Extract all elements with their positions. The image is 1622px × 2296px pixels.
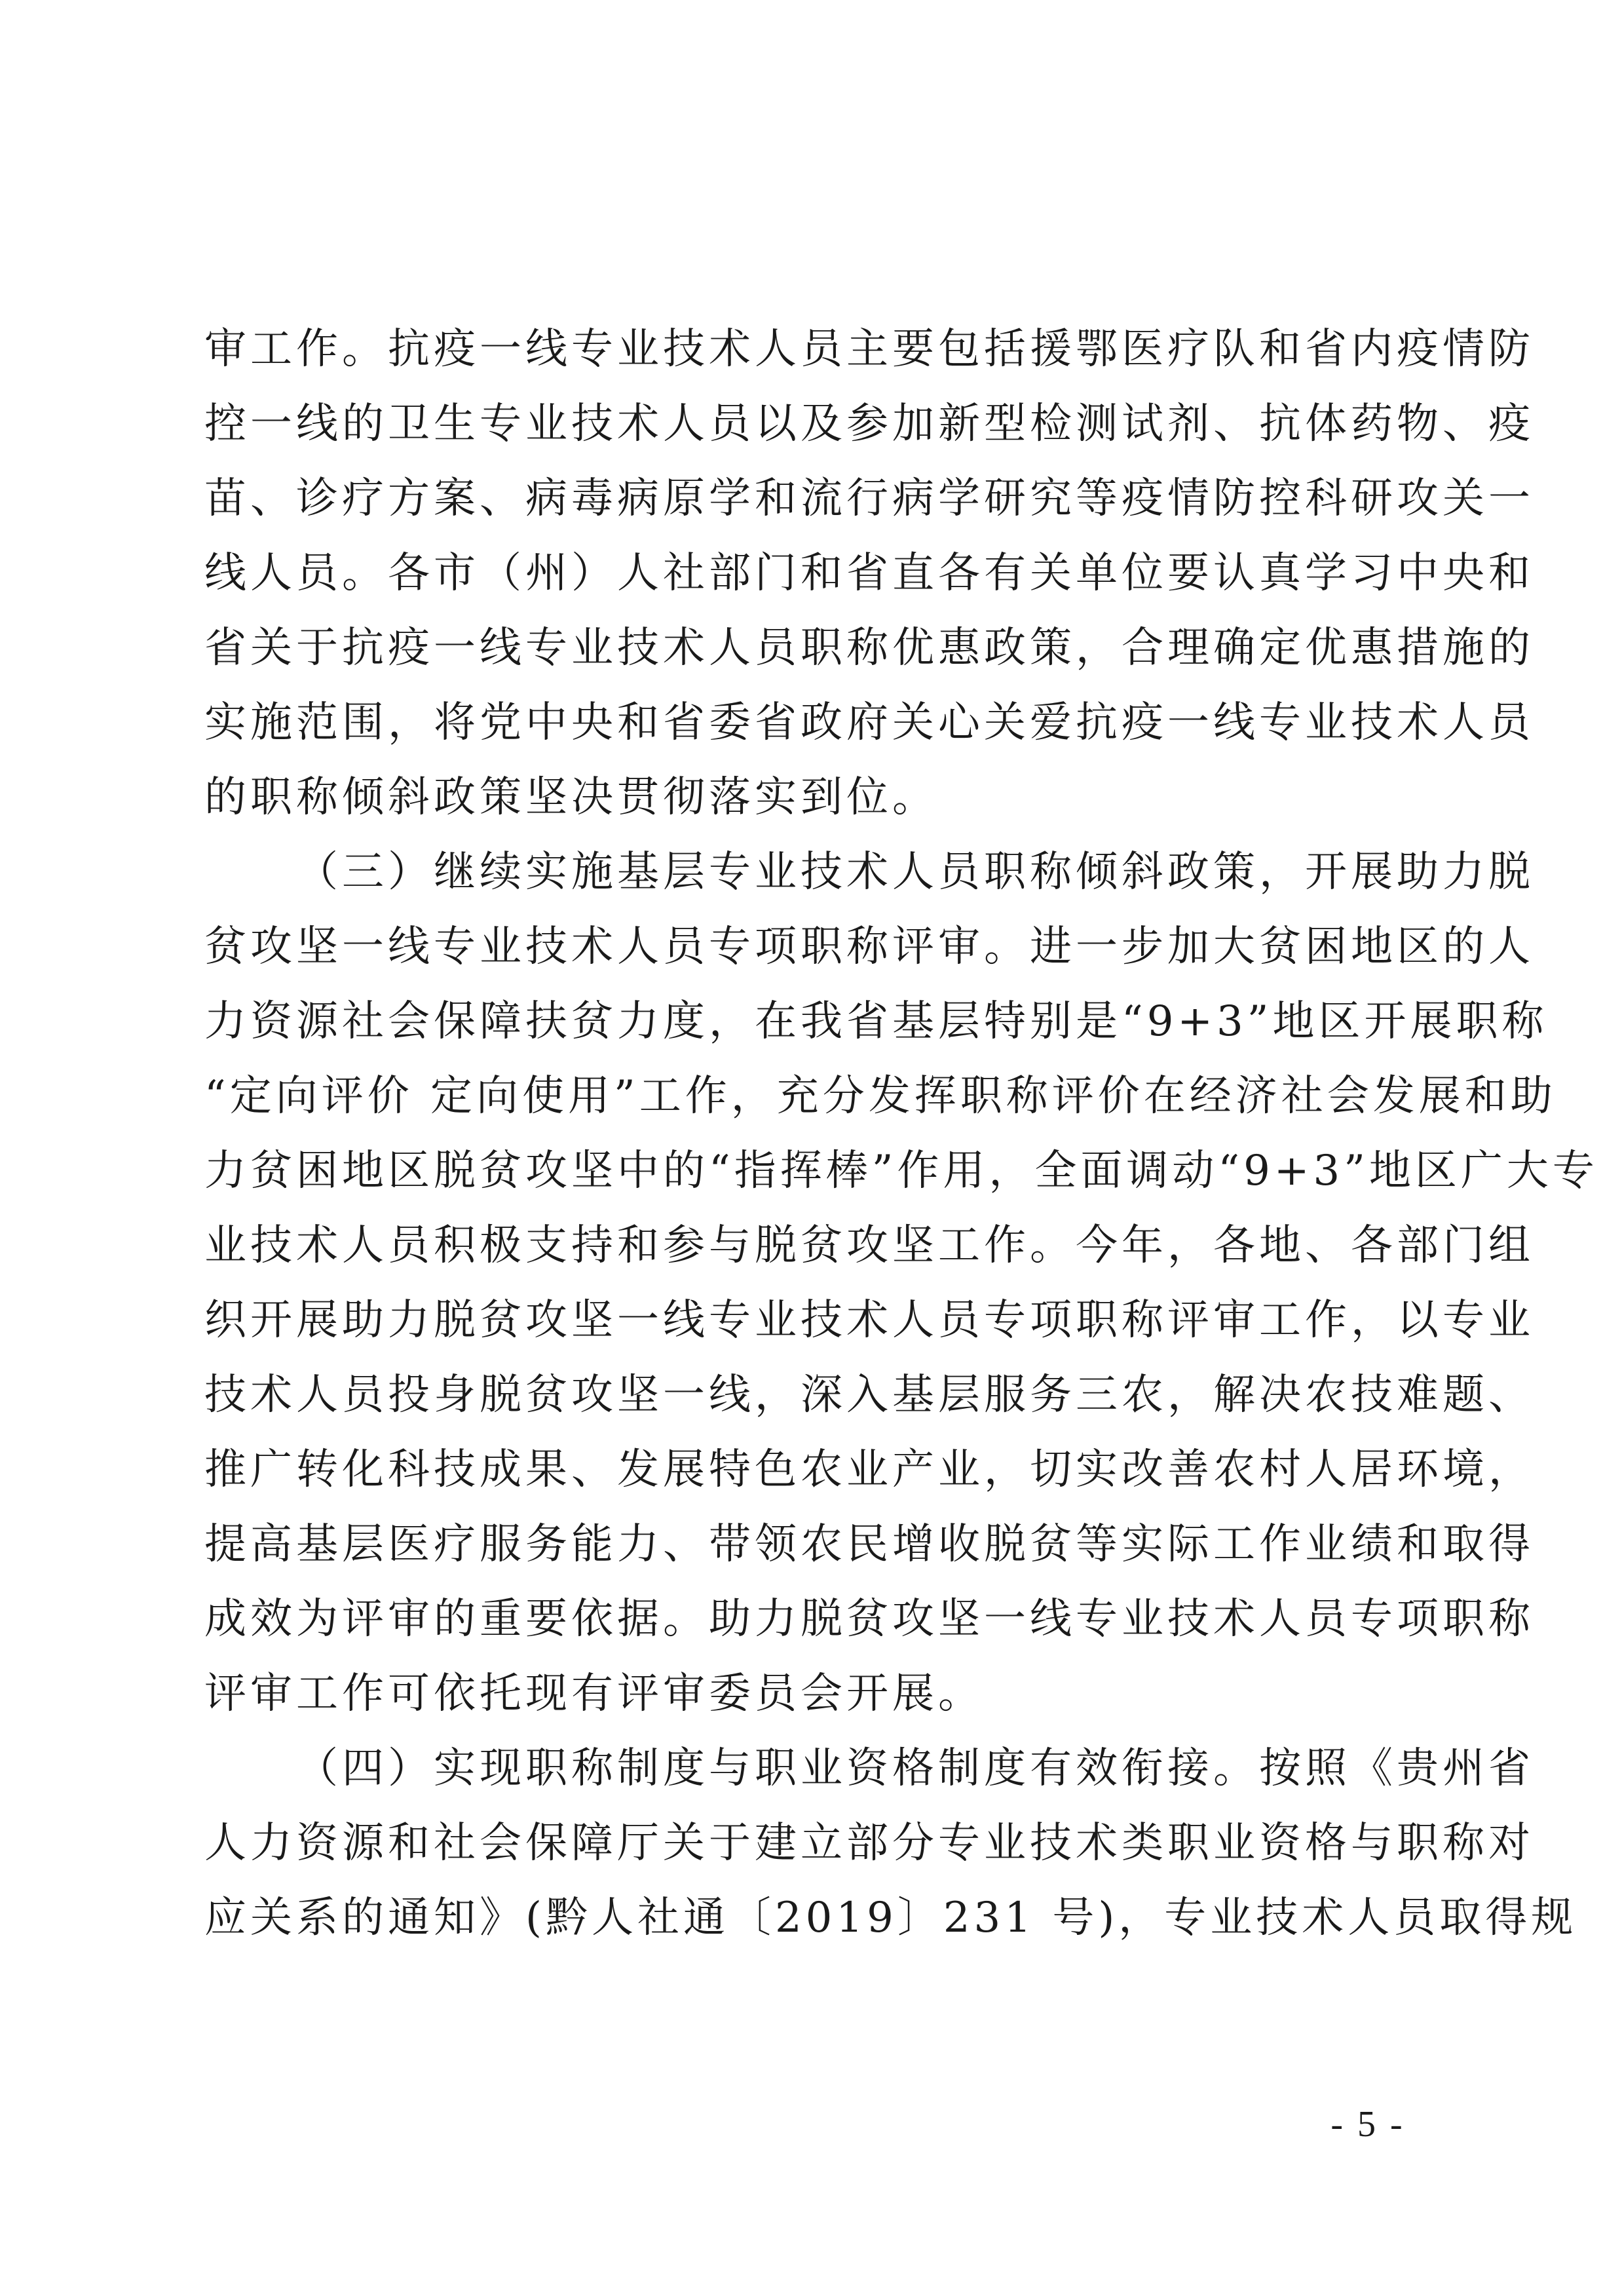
text-line: 推广转化科技成果、发展特色农业产业，切实改善农村人居环境， [204, 1445, 1534, 1494]
text-line: 苗、诊疗方案、病毒病原学和流行病学研究等疫情防控科研攻关一 [204, 474, 1534, 523]
text-line: 人力资源和社会保障厅关于建立部分专业技术类职业资格与职称对 [204, 1819, 1534, 1867]
text-line: “定向评价 定向使用”工作，充分发挥职称评价在经济社会发展和助 [204, 1072, 1556, 1120]
text-line: 的职称倾斜政策坚决贯彻落实到位。 [204, 773, 938, 822]
text-line: 技术人员投身脱贫攻坚一线，深入基层服务三农，解决农技难题、 [204, 1371, 1534, 1419]
text-line: 实施范围，将党中央和省委省政府关心关爱抗疫一线专业技术人员 [204, 698, 1534, 747]
text-line: 业技术人员积极支持和参与脱贫攻坚工作。今年，各地、各部门组 [204, 1221, 1534, 1270]
text-line: 提高基层医疗服务能力、带领农民增收脱贫等实际工作业绩和取得 [204, 1520, 1534, 1569]
text-line: 贫攻坚一线专业技术人员专项职称评审。进一步加大贫困地区的人 [204, 923, 1534, 971]
body-text [204, 312, 1598, 1955]
text-line: 应关系的通知》(黔人社通〔2019〕231 号)，专业技术人员取得规 [204, 1894, 1577, 1942]
section-heading-line: （四）实现职称制度与职业资格制度有效衔接。按照《贵州省 [296, 1744, 1534, 1793]
text-line: 评审工作可依托现有评审委员会开展。 [204, 1670, 984, 1718]
page-number: - 5 - [1330, 2104, 1405, 2145]
text-line: 省关于抗疫一线专业技术人员职称优惠政策，合理确定优惠措施的 [204, 624, 1534, 672]
text-line: 控一线的卫生专业技术人员以及参加新型检测试剂、抗体药物、疫 [204, 400, 1534, 448]
text-line: 成效为评审的重要依据。助力脱贫攻坚一线专业技术人员专项职称 [204, 1595, 1534, 1643]
text-line: 织开展助力脱贫攻坚一线专业技术人员专项职称评审工作，以专业 [204, 1296, 1534, 1345]
text-line: 线人员。各市（州）人社部门和省直各有关单位要认真学习中央和 [204, 549, 1534, 598]
section-heading-line: （三）继续实施基层专业技术人员职称倾斜政策，开展助力脱 [296, 848, 1534, 896]
text-line: 力贫困地区脱贫攻坚中的“指挥棒”作用，全面调动“9+3”地区广大专 [204, 1147, 1598, 1195]
text-line: 审工作。抗疫一线专业技术人员主要包括援鄂医疗队和省内疫情防 [204, 325, 1534, 373]
text-line: 力资源社会保障扶贫力度，在我省基层特别是“9+3”地区开展职称 [204, 997, 1548, 1046]
